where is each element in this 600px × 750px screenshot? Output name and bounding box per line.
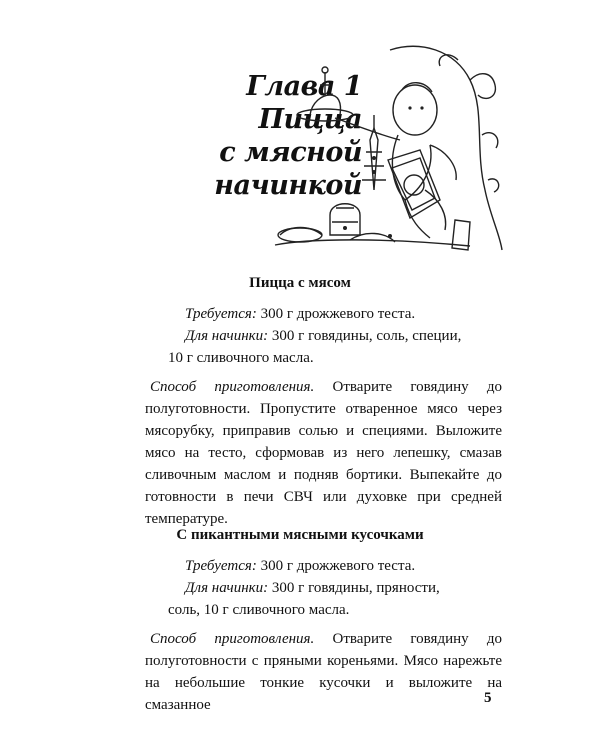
ingredients-line <box>185 555 415 577</box>
ingredients-line <box>185 303 415 325</box>
filling-text: 300 г говядины, пряности, <box>268 580 440 596</box>
filling-label: Для начинки: <box>185 328 269 344</box>
method-paragraph <box>145 628 502 716</box>
recipe-title: Пицца с мясом <box>249 275 351 291</box>
chapter-title-line: с мясной <box>219 137 362 168</box>
method-text: Отварите говядину до полуготовности с пряными кореньями. Мясо нарежьте на небольшие тонкие кусочки и выложите на смазанное <box>145 631 502 713</box>
filling-line <box>185 577 440 599</box>
filling-line-continued: соль, 10 г сливочного масла. <box>168 602 350 618</box>
requires-text: 300 г дрожжевого теста. <box>256 558 416 574</box>
filling-line <box>185 325 461 347</box>
requires-label: Требуется: <box>185 306 257 322</box>
chapter-title-line: начинкой <box>214 170 362 201</box>
method-paragraph <box>145 376 502 530</box>
recipe-title: С пикантными мясными кусочками <box>176 527 424 543</box>
filling-label: Для начинки: <box>185 580 269 596</box>
filling-line-continued: 10 г сливочного масла. <box>168 350 314 366</box>
page-number: 5 <box>484 690 492 706</box>
requires-text: 300 г дрожжевого теста. <box>256 306 416 322</box>
requires-label: Требуется: <box>185 558 257 574</box>
cherub-illustration <box>270 40 505 255</box>
filling-text: 300 г говядины, соль, специи, <box>268 328 462 344</box>
method-text: Отварите говядину до полуготовности. Пропустите отваренное мясо через мясорубку, приправив солью и специями. Выложите мясо на тесто, сформовав из него лепешку, смазав сливочным маслом и подняв бортики. Выпекайте до готовности в печи СВЧ или духовке при средней температуре. <box>145 379 502 527</box>
chapter-number: Глава 1 <box>246 71 362 102</box>
method-label: Способ приготовления. <box>150 631 315 647</box>
method-label: Способ приготовления. <box>150 379 315 395</box>
chapter-title-line: Пицца <box>258 104 362 135</box>
